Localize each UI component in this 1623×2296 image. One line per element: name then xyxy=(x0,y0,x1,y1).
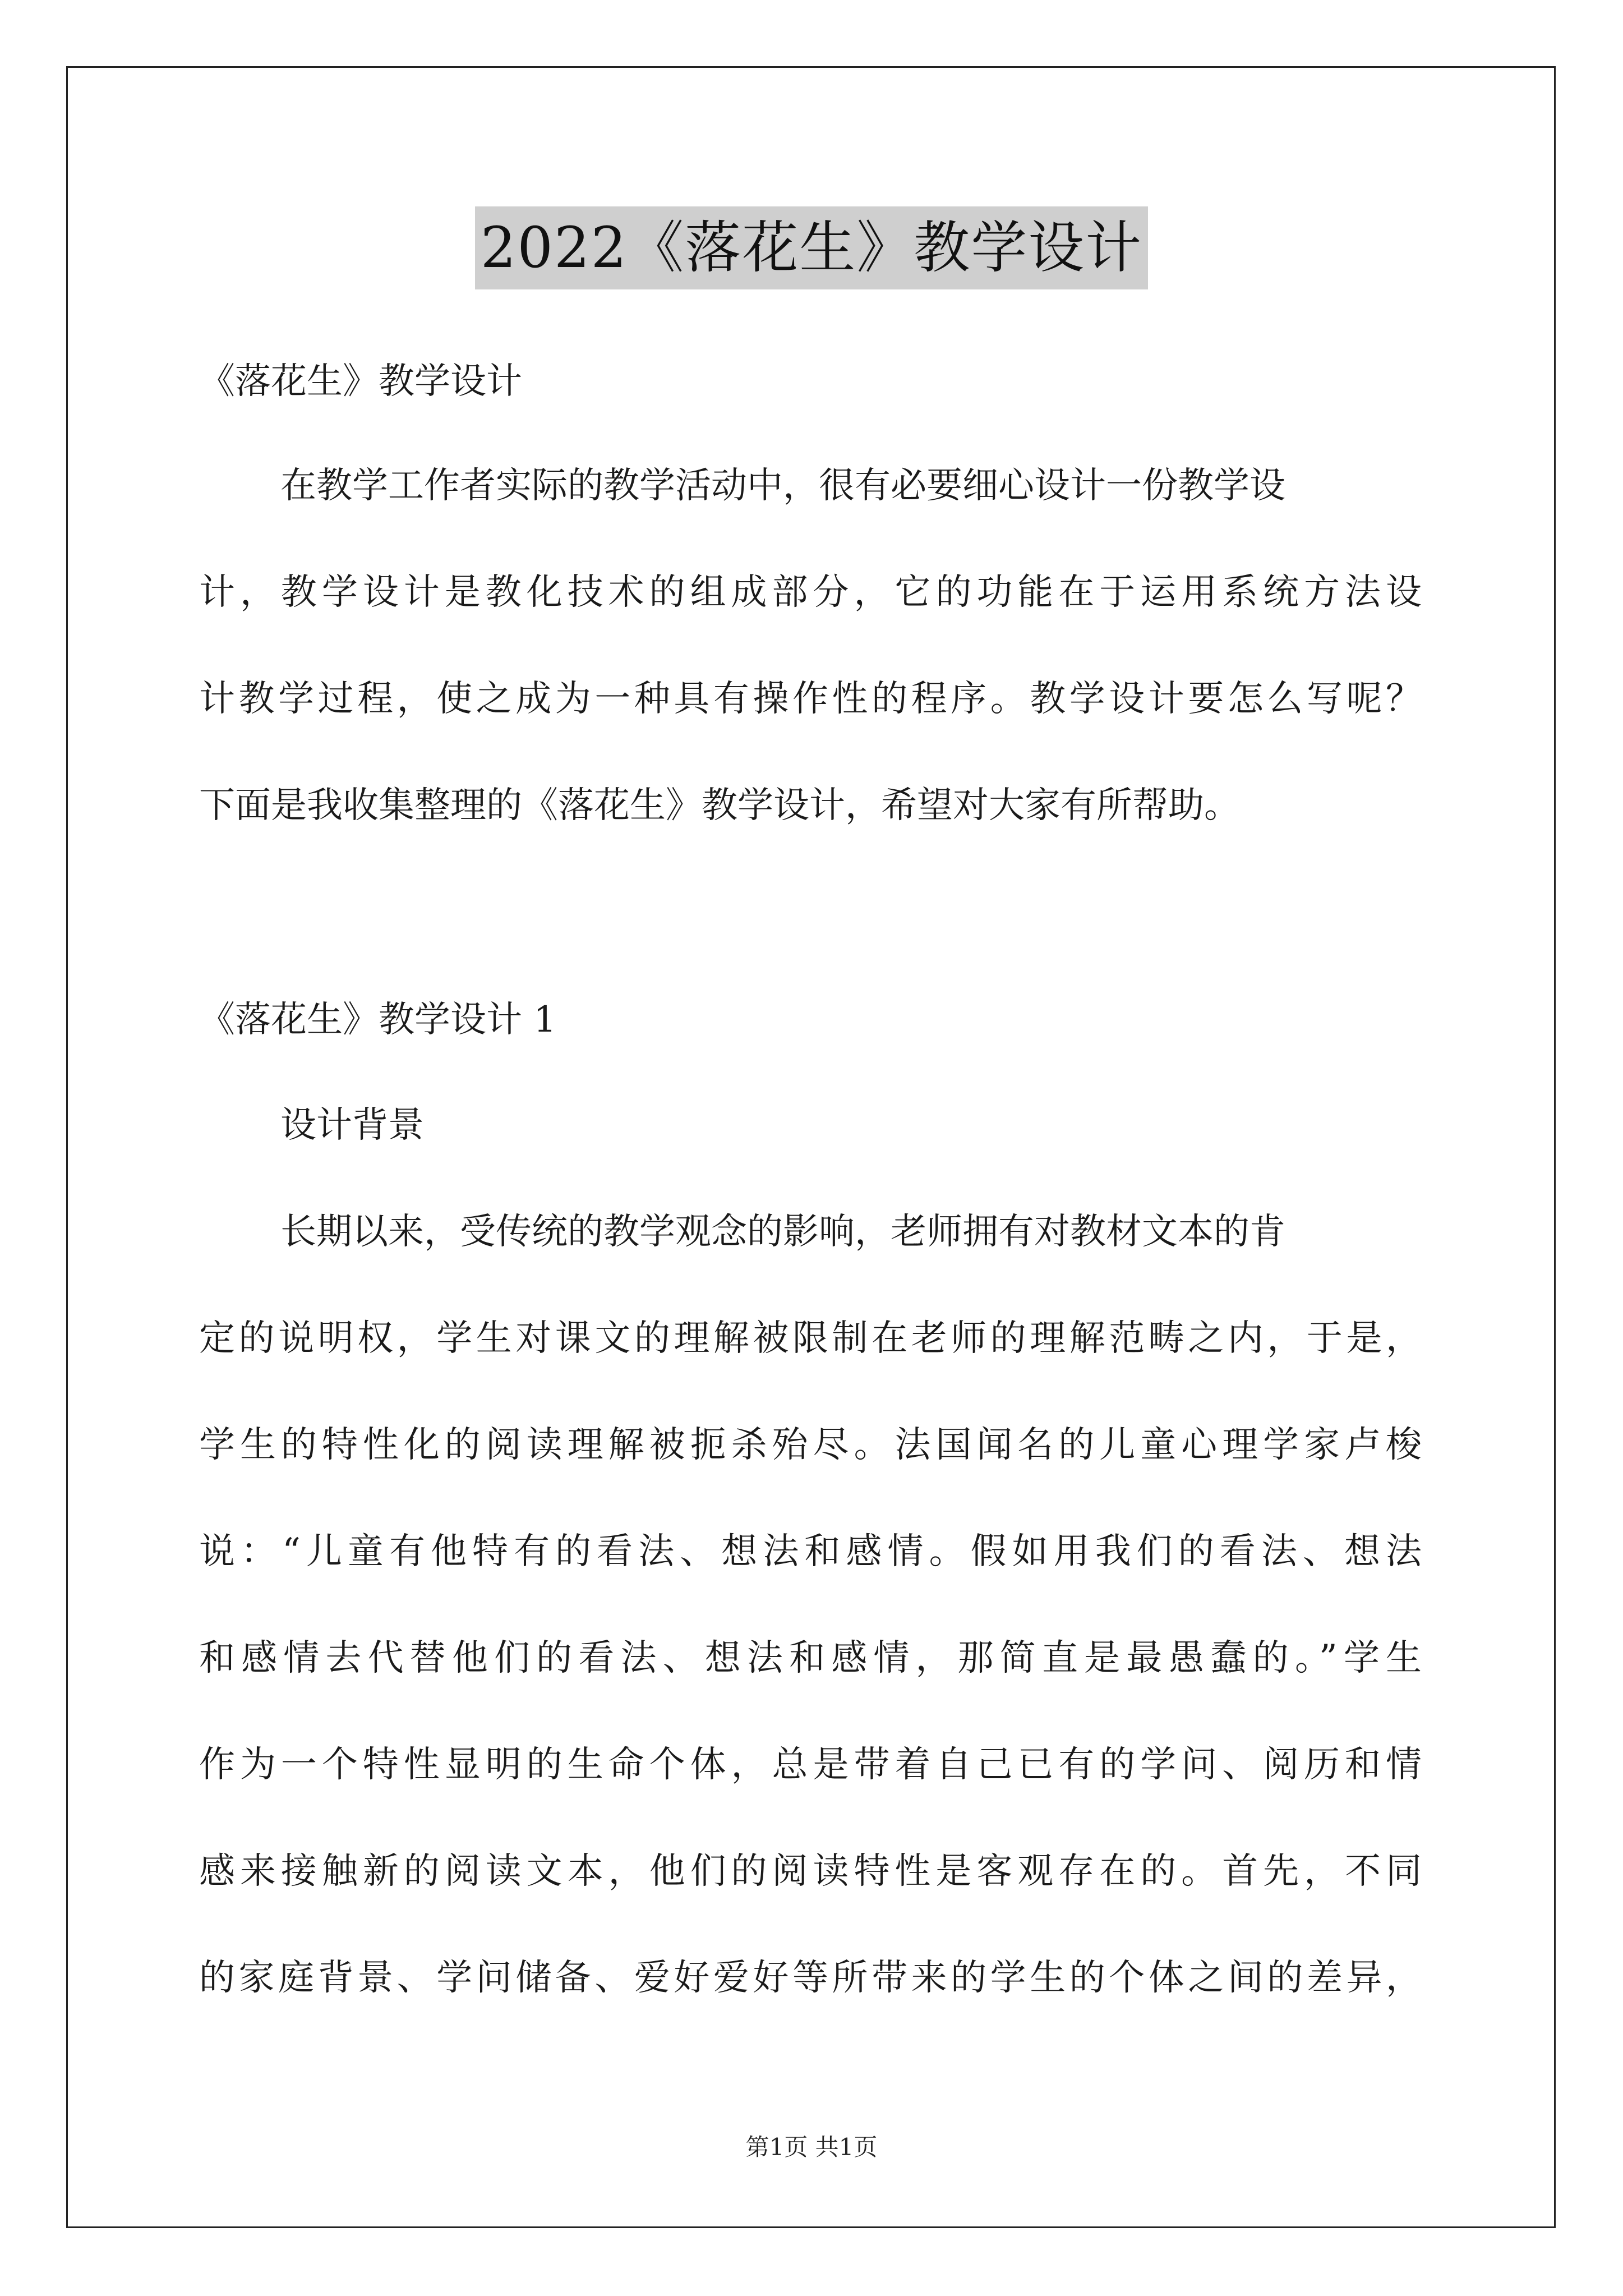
section-subheading: 设计背景 xyxy=(280,1105,424,1146)
body-line-3: 学生的特性化的阅读理解被扼杀殆尽。法国闻名的儿童心理学家卢梭 xyxy=(199,1424,1422,1466)
body-line-2: 定的说明权，学生对课文的理解被限制在老师的理解范畴之内，于是， xyxy=(199,1318,1422,1359)
intro-line-1: 在教学工作者实际的教学活动中，很有必要细心设计一份教学设 xyxy=(280,465,1285,507)
body-line-5: 和感情去代替他们的看法、想法和感情，那简直是最愚蠢的。”学生 xyxy=(199,1637,1422,1679)
document-subtitle: 《落花生》教学设计 xyxy=(199,361,522,402)
body-line-1: 长期以来，受传统的教学观念的影响，老师拥有对教材文本的肯 xyxy=(280,1211,1285,1253)
section-heading: 《落花生》教学设计 1 xyxy=(199,999,557,1041)
intro-line-2: 计，教学设计是教化技术的组成部分，它的功能在于运用系统方法设 xyxy=(199,572,1422,613)
body-line-7: 感来接触新的阅读文本，他们的阅读特性是客观存在的。首先，不同 xyxy=(199,1851,1422,1892)
body-line-4: 说：“儿童有他特有的看法、想法和感情。假如用我们的看法、想法 xyxy=(199,1531,1422,1572)
title-container xyxy=(0,206,1623,289)
document-title: 2022《落花生》教学设计 xyxy=(475,206,1149,289)
page-footer: 第1页 共1页 xyxy=(745,2133,878,2161)
intro-line-3: 计教学过程，使之成为一种具有操作性的程序。教学设计要怎么写呢？ xyxy=(199,678,1422,720)
body-line-6: 作为一个特性显明的生命个体，总是带着自己已有的学问、阅历和情 xyxy=(199,1744,1422,1786)
intro-line-4: 下面是我收集整理的《落花生》教学设计，希望对大家有所帮助。 xyxy=(199,785,1240,826)
body-line-8: 的家庭背景、学问储备、爱好爱好等所带来的学生的个体之间的差异， xyxy=(199,1957,1422,1999)
